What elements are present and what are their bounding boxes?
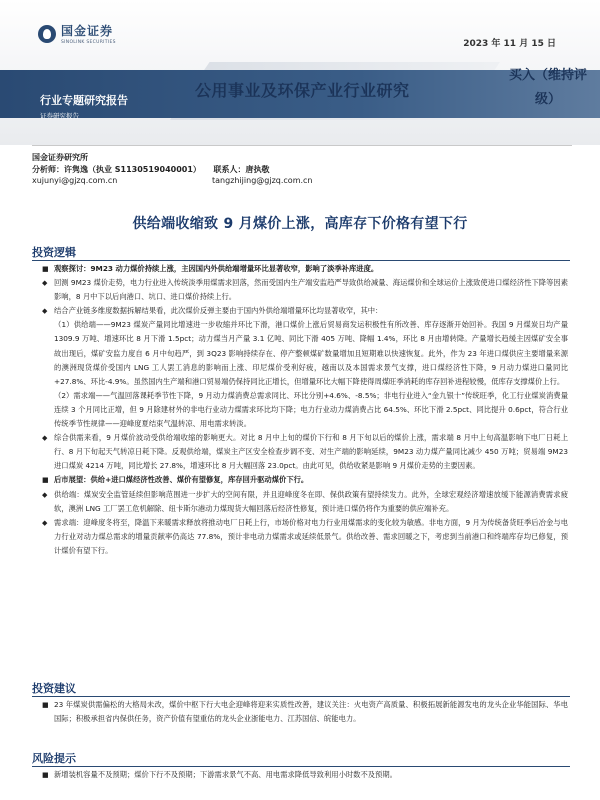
sinolink-logo-icon bbox=[38, 25, 56, 43]
square-bullet-icon: ■ bbox=[42, 265, 49, 273]
logic-paragraph bbox=[40, 488, 568, 516]
logic-paragraph bbox=[40, 262, 568, 276]
bullet-icon: ◆ bbox=[42, 518, 48, 527]
bullet-icon: ◆ bbox=[42, 490, 48, 499]
section-divider bbox=[32, 260, 570, 261]
section-divider bbox=[32, 696, 570, 697]
section-heading-logic: 投资逻辑 bbox=[32, 246, 76, 259]
paragraph-text: （2）需求端——气温回落课耗季节性下降，9 月动力煤消费总需求同比、环比分别+4.6%、-8.5%；非电行业进入“金九银十”传统旺季，化工行业煤炭消费量连续 3 个月同比正增，但 9 月除建材外的非电行业动力煤需求环比均下降；电力行业动力煤消费占比 64.5%、环比下滑 2.5pct、同比提升 0.6pct，符合行业传统季节性规律——迎峰度夏结束气温转凉、用电需求转淡。 bbox=[54, 390, 568, 429]
paragraph-text: 供给端：煤炭安全监管延续但影响范围进一步扩大的空间有限，并且迎峰度冬在即、保供政策有望持续发力。此外，全球宏观经济增速放缓下能源消费需求疲软，澳洲 LNG 工厂罢工危机解除、纽卡斯尔港动力煤现货大幅回落后经济性修复，预计进口煤仍将作为重要的供应端补充。 bbox=[54, 489, 568, 513]
report-banner bbox=[0, 0, 600, 145]
analyst-email[interactable]: xujunyi@gjzq.com.cn bbox=[32, 176, 118, 185]
logic-body bbox=[40, 262, 568, 558]
paragraph-text: 观察探讨：9M23 动力煤价持续上涨，主因国内外供给端增量环比显著收窄，影响了淡季补库进度。 bbox=[54, 264, 379, 273]
risk-paragraph bbox=[40, 768, 568, 782]
contact-label: 联系人： bbox=[213, 164, 246, 174]
square-bullet-icon: ■ bbox=[42, 701, 49, 709]
analyst-name: 许隽逸（执业 S1130519040001） bbox=[64, 164, 201, 174]
paragraph-text: 综合供需来看，9 月煤价波动受供给端收缩的影响更大。对比 8 月中上旬的煤价下行和 8 月下旬以后的煤价上涨，需求端 8 月中上旬高温影响下电厂日耗上行、8 月下旬起天气转凉日耗下降。反观供给端，煤炭主产区安全检查步调不变、对生产端的影响延续，9M23 动力煤产量同比减少 450 万吨；贸易端 9M23 进口煤炭 4214 万吨，同比增长 27.8%，增速环比 8 月大幅回落 23.0pct。由此可见，供给收紧是影响 9 月煤价走势的主要因素。 bbox=[54, 433, 568, 471]
report-date: 2023 年 11 月 15 日 bbox=[463, 39, 556, 49]
risk-body bbox=[40, 768, 568, 782]
logo-text-cn: 国金证券 bbox=[61, 24, 114, 38]
square-bullet-icon: ■ bbox=[42, 771, 49, 779]
bullet-icon: ◆ bbox=[42, 307, 48, 316]
logic-paragraph bbox=[40, 304, 568, 318]
logic-paragraph bbox=[40, 389, 568, 431]
contact-email[interactable]: tangzhijing@gjzq.com.cn bbox=[212, 176, 313, 185]
logic-paragraph bbox=[40, 318, 568, 388]
author-block bbox=[32, 152, 572, 187]
header-divider bbox=[32, 145, 572, 146]
section-heading-risk: 风险提示 bbox=[32, 752, 76, 765]
section-heading-advice: 投资建议 bbox=[32, 682, 76, 695]
institute-name: 国金证券研究所 bbox=[32, 153, 88, 162]
logic-paragraph bbox=[40, 473, 568, 487]
report-title: 供给端收缩致 9 月煤价上涨，高库存下价格有望下行 bbox=[132, 216, 468, 232]
logic-paragraph bbox=[40, 516, 568, 558]
report-series: 行业专题研究报告 bbox=[40, 94, 128, 107]
paragraph-text: 23 年煤炭供需偏松的大格局未改，煤价中枢下行大电企迎峰将迎来实质性改善，建议关注：火电资产高质量、积极拓展新能源发电的龙头企业华能国际、华电国际；积极承担省内保供任务，资产价值有望重估的龙头企业浙能电力、江苏国信、皖能电力。 bbox=[54, 700, 568, 724]
paragraph-text: 新增装机容量不及预期；煤价下行不及预期；下游需求景气不高、用电需求降低导致利用小时数不及预期。 bbox=[54, 770, 397, 779]
company-logo bbox=[38, 22, 116, 45]
bullet-icon: ◆ bbox=[42, 279, 48, 288]
rating-badge: 买入（维持评级） bbox=[508, 68, 587, 107]
contact-name: 唐执敬 bbox=[245, 164, 270, 174]
paragraph-text: 回测 9M23 煤价走势，电力行业进入传统淡季用煤需求回落，然而受国内生产端安监趋严导致供给减量、海运煤价和全球运价上涨致使进口煤经济性下降等因素影响，8 月中下以后向港口、坑口、进口煤价持续上行。 bbox=[54, 278, 568, 302]
advice-body bbox=[40, 698, 568, 726]
industry-title: 公用事业及环保产业行业研究 bbox=[195, 81, 410, 100]
logo-text-en: SINOLINK SECURITIES bbox=[61, 40, 116, 45]
paragraph-text: 结合产业链多维度数据拆解结果看，此次煤价反弹主要由于国内外供给端增量环比均显著收窄，其中： bbox=[54, 306, 383, 316]
report-subseries: 证券研究报告 bbox=[40, 112, 79, 120]
paragraph-text: （1）供给端——9M23 煤炭产量同比增速进一步收缩并环比下滑，港口煤价上涨后贸易商发运积极性有所改善、库存逐渐开始回补。我国 9 月煤炭日均产量 1309.9 万吨、增速环比 8 月下滑 1.5pct；动力煤当月产量 3.1 亿吨、同比下滑 405 万吨、降幅 1.4%，环比 8 月由增转降。产量增长趋缓主因煤矿安全事故出现后，煤矿安监力度自 6 月中旬趋严，到 3Q23 影响持续存在、停产整顿煤矿数量增加且短期难以快速恢复。此外，作为 23 年进口煤供应主要增量来源的澳洲现货煤价受国内 LNG 工人罢工消息的影响而上涨、印尼煤价受利好疲，越南以及本国需求景气支撑，进口煤经济性下降，9 月动力煤进口量同比+27.8%、环比-4.9%。虽然国内生产端和港口贸易端仍保持同比正增长，但增量环比大幅下降使得周煤旺季消耗的库存回补进程较慢，低库存支撑煤价上行。 bbox=[54, 320, 568, 386]
square-bullet-icon: ■ bbox=[42, 476, 49, 485]
paragraph-text: 需求端：迎峰度冬将至，降温下来暖需求释放将推动电厂日耗上行，市场价格对电力行业用煤需求的变化较为敏感。非电方面，9 月为传统备货旺季后冶金与电力行业对动力煤总需求的增量贡献率仍高达 77.8%，预计非电动力煤需求或延续低景气。供给改善、需求回暖之下，考虑到当前港口和终端库存均已修复，预计煤价有望下行。 bbox=[54, 517, 568, 555]
paragraph-text: 后市展望：供给+进口煤经济性改善、煤价有望修复，库存回升驱动煤价下行。 bbox=[54, 475, 309, 485]
advice-paragraph bbox=[40, 698, 568, 726]
logic-paragraph bbox=[40, 431, 568, 473]
section-divider bbox=[32, 766, 570, 767]
analyst-label: 分析师： bbox=[32, 164, 64, 174]
bullet-icon: ◆ bbox=[42, 434, 48, 443]
logic-paragraph bbox=[40, 276, 568, 304]
